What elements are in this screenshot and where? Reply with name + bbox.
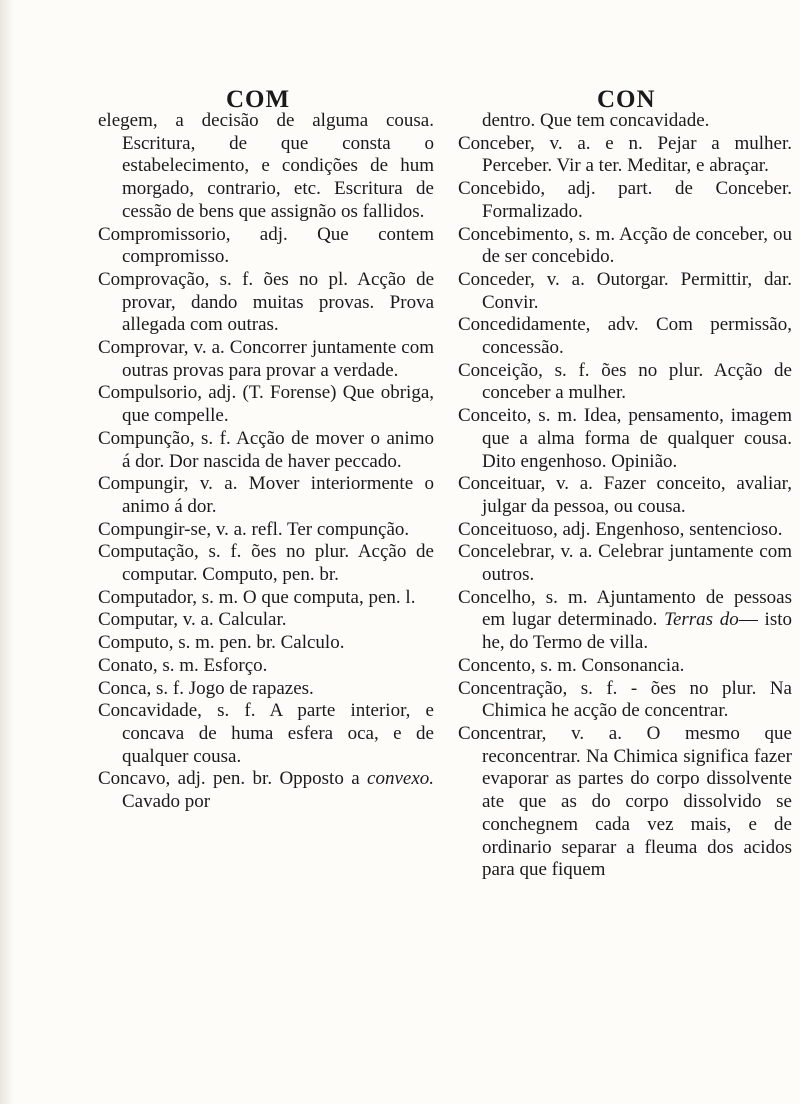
entry-text: Conca, s. f. Jogo de rapazes. <box>98 677 314 699</box>
entry-text: Concelebrar, v. a. Celebrar juntamente com outros. <box>458 541 792 586</box>
page-edge-shadow <box>0 0 14 1104</box>
dictionary-entry <box>98 269 434 337</box>
dictionary-entry <box>458 519 792 542</box>
entry-text: Conceituoso, adj. Engenhoso, sentencioso. <box>458 518 783 540</box>
dictionary-entry <box>458 405 792 473</box>
entry-text: Conceição, s. f. ões no plur. Acção de conceber a mulher. <box>458 359 792 404</box>
dictionary-entry <box>98 678 434 701</box>
entry-italic-text: convexo. <box>367 768 434 790</box>
dictionary-entry <box>458 314 792 359</box>
entry-text: elegem, a decisão de alguma cousa. Escritura, de que consta o estabelecimento, e condições de hum morgado, contrario, etc. Escritura de cessão de bens que assignão os fallidos. <box>98 110 434 222</box>
dictionary-entry <box>458 723 792 882</box>
dictionary-entry <box>98 587 434 610</box>
entry-text: Compulsorio, adj. (T. Forense) Que obriga, que compelle. <box>98 382 434 427</box>
entry-text: Conceder, v. a. Outorgar. Permittir, dar. Convir. <box>458 268 792 313</box>
entry-text: Concentração, s. f. - ões no plur. Na Chimica he acção de concentrar. <box>458 677 792 722</box>
entry-text: Conceito, s. m. Idea, pensamento, imagem que a alma forma de qualquer cousa. Dito engenhoso. Opinião. <box>458 405 792 472</box>
entry-text: Computador, s. m. O que computa, pen. l. <box>98 586 416 608</box>
entry-tail-text: Cavado por <box>122 791 211 813</box>
dictionary-entry <box>98 382 434 427</box>
entry-text: Compungir-se, v. a. refl. Ter compunção. <box>98 518 410 540</box>
dictionary-entry <box>98 768 434 813</box>
entry-text: Concebimento, s. m. Acção de conceber, ou de ser concebido. <box>458 223 792 268</box>
dictionary-entry <box>98 655 434 678</box>
dictionary-entry <box>458 224 792 269</box>
entry-text: Conceituar, v. a. Fazer conceito, avaliar, julgar da pessoa, ou cousa. <box>458 473 792 517</box>
entry-text: Comprovar, v. a. Concorrer juntamente com outras provas para provar a verdade. <box>98 337 434 381</box>
entry-italic-text: Terras do <box>664 609 739 631</box>
entry-text: Concebido, adj. part. de Conceber. Formalizado. <box>458 178 792 222</box>
dictionary-entry <box>98 473 434 518</box>
entry-text: Concavidade, s. f. A parte interior, e concava de huma esfera oca, e de qualquer cousa. <box>98 700 434 767</box>
dictionary-entry <box>98 110 434 224</box>
dictionary-entry <box>458 473 792 518</box>
entry-text: Compromissorio, adj. Que contem compromisso. <box>98 223 434 268</box>
dictionary-entry <box>458 360 792 405</box>
dictionary-entry <box>458 133 792 178</box>
dictionary-entry <box>98 224 434 269</box>
entry-text: Concedidamente, adv. Com permissão, concessão. <box>458 314 792 359</box>
entry-text: Computação, s. f. ões no plur. Acção de computar. Computo, pen. br. <box>98 541 434 586</box>
entry-text: Compungir, v. a. Mover interiormente o animo á dor. <box>98 473 434 517</box>
dictionary-entry <box>98 609 434 632</box>
dictionary-entry <box>458 655 792 678</box>
dictionary-entry <box>458 678 792 723</box>
entry-text: dentro. Que tem concavidade. <box>482 110 710 131</box>
entry-text: Computar, v. a. Calcular. <box>98 609 287 631</box>
dictionary-entry <box>98 541 434 586</box>
dictionary-entry <box>98 337 434 382</box>
entry-text: Compunção, s. f. Acção de mover o animo á dor. Dor nascida de haver peccado. <box>98 427 434 472</box>
left-column <box>98 110 434 814</box>
entry-text: Concelho, s. m. Ajuntamento de pessoas em lugar determinado. <box>458 586 792 631</box>
running-head-right: CON <box>597 86 656 113</box>
entry-text: Conato, s. m. Esforço. <box>98 654 268 676</box>
entry-text: Comprovação, s. f. ões no pl. Acção de provar, dando muitas provas. Prova allegada com outras. <box>98 268 434 336</box>
right-column <box>458 110 792 882</box>
dictionary-entry <box>458 269 792 314</box>
dictionary-entry <box>458 110 792 133</box>
entry-text: Computo, s. m. pen. br. Calculo. <box>98 632 345 654</box>
entry-text: Concentrar, v. a. O mesmo que reconcentrar. Na Chimica significa fazer evaporar as partes do corpo dissolvente ate que as do corpo dissolvido se conchegnem cada vez mais, e de ordinario separar a fleuma dos acidos para que fiquem <box>458 722 792 881</box>
dictionary-entry <box>98 519 434 542</box>
dictionary-entry <box>458 178 792 223</box>
dictionary-entry <box>98 632 434 655</box>
entry-text: Conceber, v. a. e n. Pejar a mulher. Perceber. Vir a ter. Meditar, e abraçar. <box>458 132 792 177</box>
entry-text: Concento, s. m. Consonancia. <box>458 654 685 676</box>
dictionary-entry <box>98 428 434 473</box>
dictionary-entry <box>458 541 792 586</box>
dictionary-entry <box>458 587 792 655</box>
running-head-left: COM <box>226 86 291 113</box>
dictionary-entry <box>98 700 434 768</box>
entry-tail-text: — isto he, do Termo de villa. <box>482 609 792 654</box>
entry-text: Concavo, adj. pen. br. Opposto a <box>98 768 368 790</box>
